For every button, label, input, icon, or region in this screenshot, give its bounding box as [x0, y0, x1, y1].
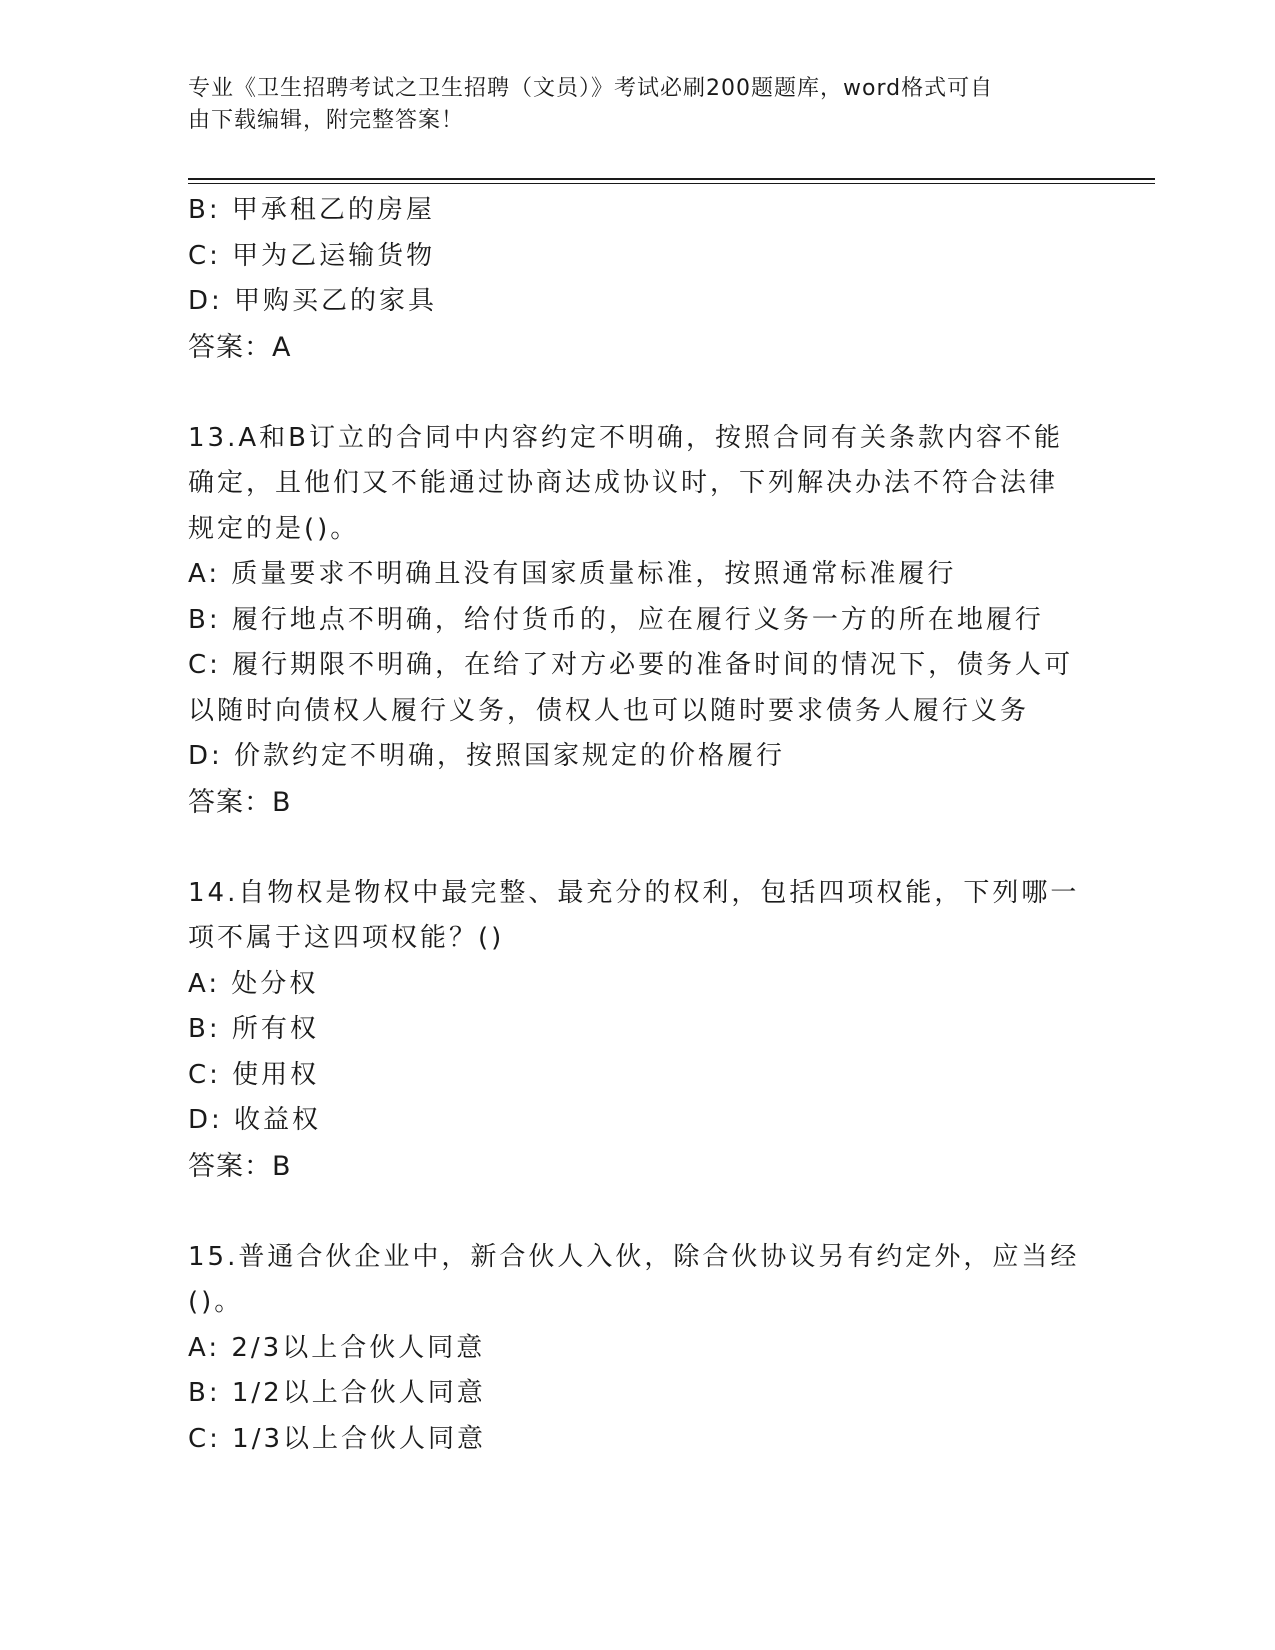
question-13: [188, 416, 1088, 826]
q15-stem-line-2: ()。: [188, 1287, 244, 1317]
q13-stem-line-2: 确定，且他们又不能通过协商达成协议时，下列解决办法不符合法律: [188, 468, 1059, 498]
q15-option-a: A: 2/3以上合伙人同意: [188, 1332, 486, 1363]
q14-option-b: B: 所有权: [188, 1014, 319, 1044]
question-12-tail: [188, 188, 1088, 370]
header-line-1: 专业《卫生招聘考试之卫生招聘（文员）》考试必刷200题题库，word格式可自: [188, 76, 994, 101]
question-15: [188, 1235, 1088, 1463]
header-divider-thick: [188, 178, 1155, 180]
q14-stem-line-1: 14.自物权是物权中最完整、最充分的权利，包括四项权能，下列哪一: [188, 877, 1080, 908]
q15-option-b: B: 1/2以上合伙人同意: [188, 1378, 486, 1408]
header-line-2: 由下载编辑，附完整答案！: [188, 108, 465, 133]
q13-stem-line-1: 13.A和B订立的合同中内容约定不明确，按照合同有关条款内容不能: [188, 422, 1063, 453]
spacer: [188, 825, 1088, 871]
q13-option-a: A: 质量要求不明确且没有国家质量标准，按照通常标准履行: [188, 559, 957, 589]
q12-option-d: D: 甲购买乙的家具: [188, 286, 438, 316]
q12-answer: 答案：A: [188, 331, 292, 363]
question-14: [188, 871, 1088, 1190]
header-divider-thin: [188, 183, 1155, 184]
q13-stem-line-3: 规定的是()。: [188, 513, 360, 544]
q12-option-c: C: 甲为乙运输货物: [188, 240, 436, 271]
q14-option-c: C: 使用权: [188, 1059, 320, 1090]
q15-option-c: C: 1/3以上合伙人同意: [188, 1423, 487, 1454]
q12-option-b: B: 甲承租乙的房屋: [188, 195, 435, 225]
q13-option-d: D: 价款约定不明确，按照国家规定的价格履行: [188, 741, 786, 771]
q14-stem-line-2: 项不属于这四项权能？(): [188, 923, 505, 953]
q14-option-a: A: 处分权: [188, 968, 319, 999]
document-header: [188, 73, 1068, 137]
spacer: [188, 370, 1088, 416]
spacer: [188, 1189, 1088, 1235]
question-content: [188, 188, 1088, 1462]
q14-answer: 答案：B: [188, 1150, 292, 1182]
q13-option-b: B: 履行地点不明确，给付货币的，应在履行义务一方的所在地履行: [188, 604, 1044, 635]
q14-option-d: D: 收益权: [188, 1105, 322, 1135]
q13-option-c-line-2: 以随时向债权人履行义务，债权人也可以随时要求债务人履行义务: [188, 695, 1030, 726]
q13-answer: 答案：B: [188, 786, 292, 818]
q15-stem-line-1: 15.普通合伙企业中，新合伙人入伙，除合伙协议另有约定外，应当经: [188, 1241, 1080, 1272]
q13-option-c-line-1: C: 履行期限不明确，在给了对方必要的准备时间的情况下，债务人可: [188, 650, 1074, 680]
